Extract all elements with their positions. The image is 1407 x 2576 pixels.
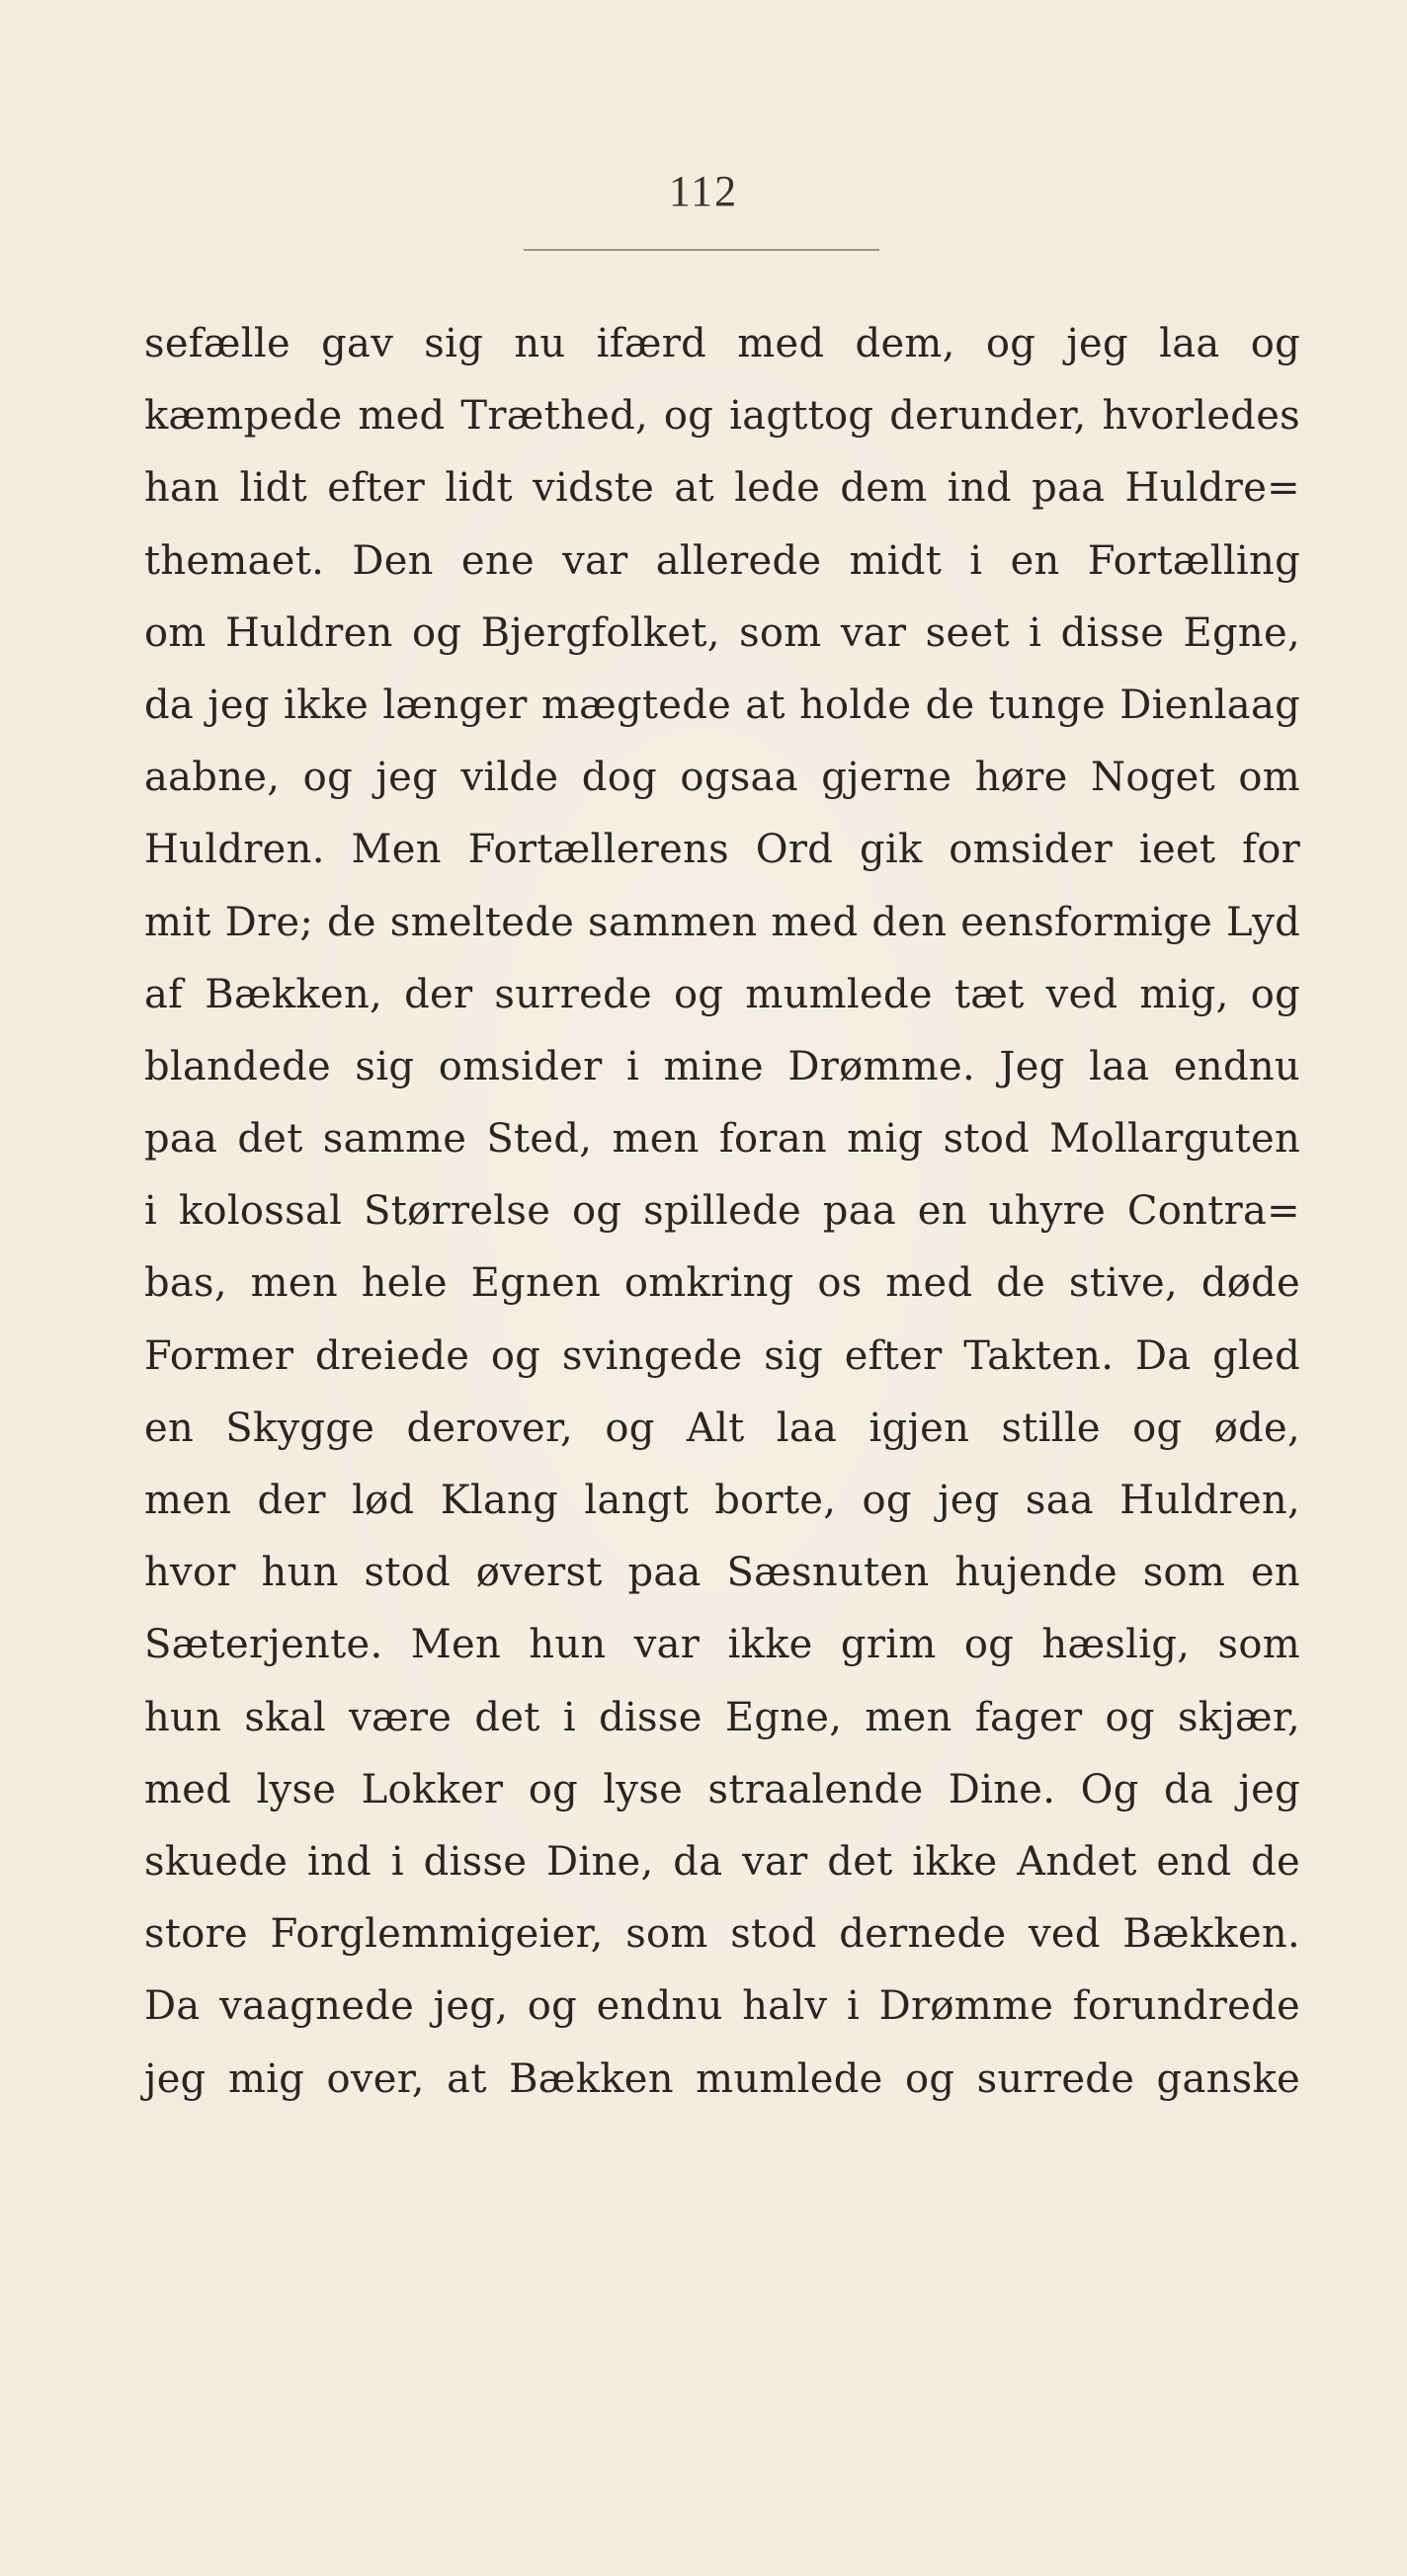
text-line: hun skal være det i disse Egne, men fager og skjær,: [144, 1694, 1300, 1740]
text-line: hvor hun stod øverst paa Sæsnuten hujende som en: [144, 1550, 1300, 1596]
text-line: mit Dre; de smeltede sammen med den eensformige Lyd: [144, 899, 1300, 945]
text-line: men der lød Klang langt borte, og jeg saa Huldren,: [144, 1478, 1300, 1523]
body-text: [144, 308, 1300, 2116]
text-line: store Forglemmigeier, som stod dernede ved Bækken.: [144, 1911, 1300, 1958]
text-line: Sæterjente. Men hun var ikke grim og hæslig, som: [144, 1622, 1300, 1668]
text-line: paa det samme Sted, men foran mig stod Mollarguten: [144, 1116, 1300, 1163]
text-line: skuede ind i disse Dine, da var det ikke Andet end de: [144, 1838, 1300, 1885]
text-line: i kolossal Størrelse og spillede paa en uhyre Contra=: [144, 1188, 1300, 1235]
text-line: Former dreiede og svingede sig efter Takten. Da gled: [144, 1332, 1300, 1379]
text-line: themaet. Den ene var allerede midt i en Fortælling: [144, 537, 1300, 584]
text-line: jeg mig over, at Bækken mumlede og surrede ganske: [144, 2055, 1300, 2102]
text-line: en Skygge derover, og Alt laa igjen stille og øde,: [144, 1405, 1300, 1451]
text-line: da jeg ikke længer mægtede at holde de tunge Dienlaag: [144, 682, 1300, 728]
text-line: han lidt efter lidt vidste at lede dem ind paa Huldre=: [144, 465, 1300, 512]
text-line: om Huldren og Bjergfolket, som var seet i disse Egne,: [144, 609, 1300, 656]
header-rule: [524, 249, 879, 251]
text-line: blandede sig omsider i mine Drømme. Jeg laa endnu: [144, 1043, 1300, 1089]
text-line: kæmpede med Træthed, og iagttog derunder, hvorledes: [144, 393, 1300, 440]
text-line: af Bækken, der surrede og mumlede tæt ved mig, og: [144, 971, 1300, 1017]
text-line: Huldren. Men Fortællerens Ord gik omsider ieet for: [144, 827, 1300, 873]
page-number: 112: [668, 167, 739, 215]
text-line: Da vaagnede jeg, og endnu halv i Drømme forundrede: [144, 1983, 1300, 2030]
text-line: med lyse Lokker og lyse straalende Dine. Og da jeg: [144, 1766, 1300, 1812]
text-line: sefælle gav sig nu ifærd med dem, og jeg laa og: [144, 321, 1300, 366]
text-line: aabne, og jeg vilde dog ogsaa gjerne høre Noget om: [144, 755, 1300, 801]
text-line: bas, men hele Egnen omkring os med de stive, døde: [144, 1260, 1300, 1307]
